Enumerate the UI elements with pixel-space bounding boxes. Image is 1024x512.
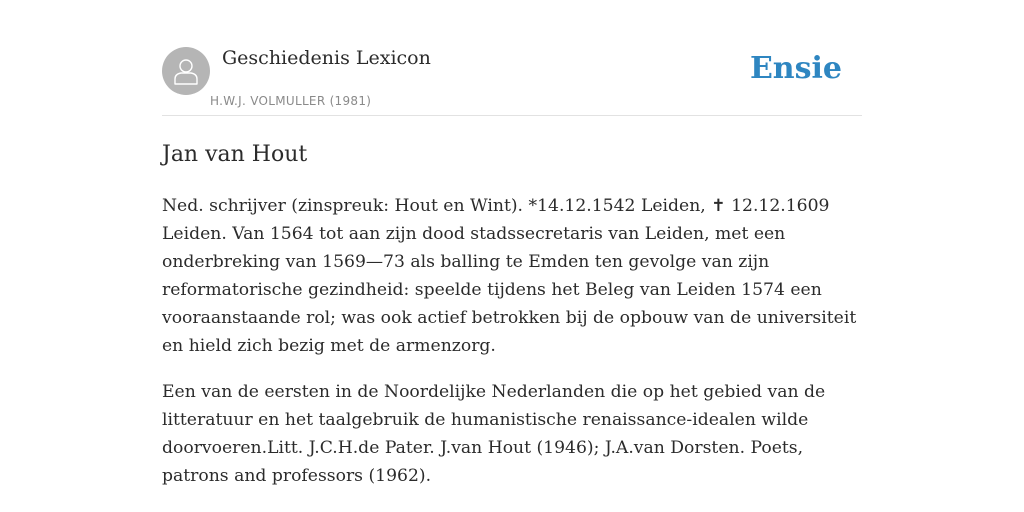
avatar[interactable] bbox=[162, 47, 210, 95]
source-title[interactable]: Geschiedenis Lexicon bbox=[222, 47, 431, 69]
header-divider bbox=[162, 115, 862, 116]
entry-paragraph: Ned. schrijver (zinspreuk: Hout en Wint). *14.12.1542 Leiden, ✝ 12.12.1609 Leiden. Van 1564 tot aan zijn dood stadssecretaris van Leiden, met een onderbreking van 1569—73 als balling te Emden ten gevolge van zijn reformatorische gezindheid: speelde tijdens het Beleg van Leiden 1574 een vooraanstaande rol; was ook actief betrokken bij de opbouw van de universiteit en hield zich bezig met de armenzorg. bbox=[162, 196, 857, 356]
brand-logo[interactable]: Ensie bbox=[749, 51, 842, 86]
entry-paragraph: Een van de eersten in de Noordelijke Nederlanden die op het gebied van de litteratuur en het taalgebruik de humanistische renaissance-idealen wilde doorvoeren.Litt. J.C.H.de Pater. J.van Hout (1946); J.A.van Dorsten. Poets, patrons and professors (1962). bbox=[162, 382, 826, 486]
entry-body bbox=[162, 192, 862, 508]
user-icon bbox=[173, 57, 199, 85]
entry-title: Jan van Hout bbox=[162, 142, 308, 167]
source-author[interactable]: H.W.J. VOLMULLER (1981) bbox=[210, 94, 372, 108]
